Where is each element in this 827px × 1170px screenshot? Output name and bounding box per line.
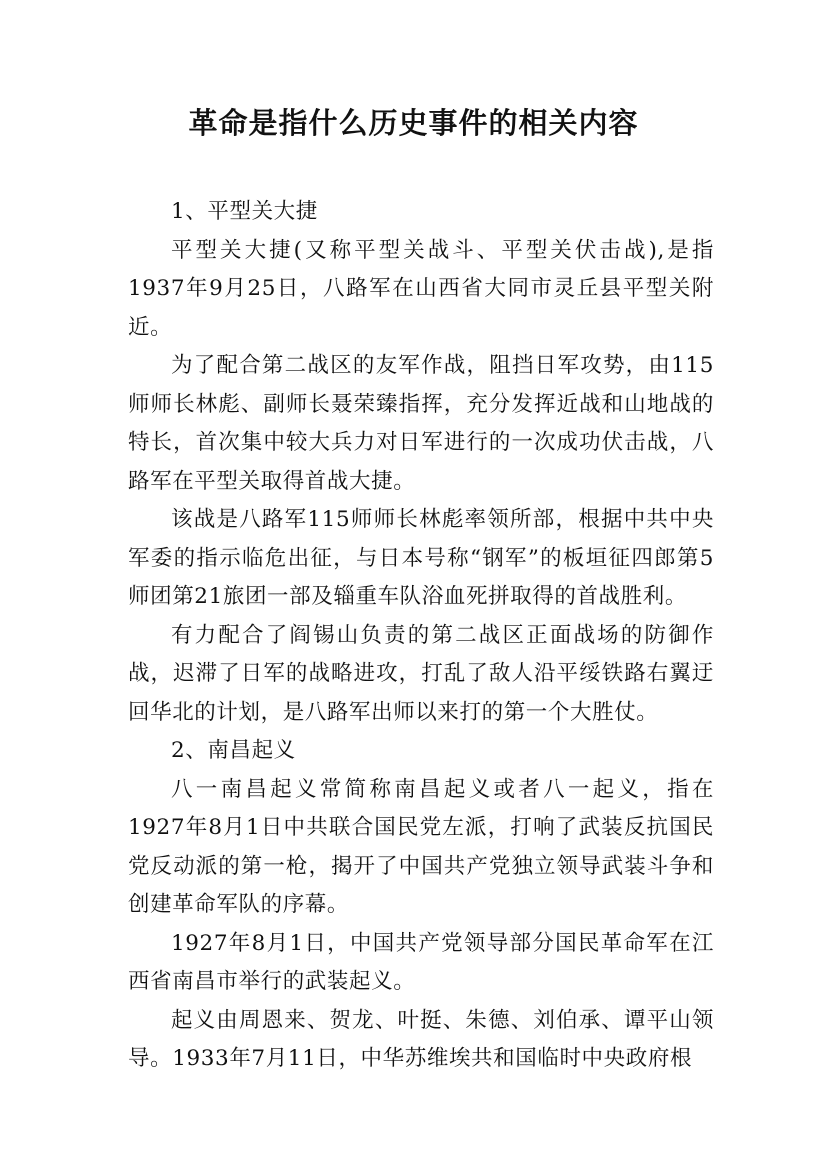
paragraph: 平型关大捷(又称平型关战斗、平型关伏击战),是指1937年9月25日，八路军在山西省大同市灵丘县平型关附近。 [128,237,714,340]
paragraph: 八一南昌起义常简称南昌起义或者八一起义，指在1927年8月1日中共联合国民党左派，打响了武装反抗国民党反动派的第一枪，揭开了中国共产党独立领导武装斗争和创建革命军队的序幕。 [128,776,714,917]
paragraph: 该战是八路军115师师长林彪率领所部，根据中共中央军委的指示临危出征，与日本号称“钢军”的板垣征四郎第5师团第21旅团一部及辎重车队浴血死拼取得的首战胜利。 [128,507,714,609]
paragraph: 为了配合第二战区的友军作战，阻挡日军攻势，由115师师长林彪、副师长聂荣臻指挥，充分发挥近战和山地战的特长，首次集中较大兵力对日军进行的一次成功伏击战，八路军在平型关取得首战大捷。 [128,353,714,494]
paragraph: 1927年8月1日，中国共产党领导部分国民革命军在江西省南昌市举行的武装起义。 [128,930,714,994]
paragraph: 有力配合了阎锡山负责的第二战区正面战场的防御作战，迟滞了日军的战略进攻，打乱了敌人沿平绥铁路右翼迂回华北的计划，是八路军出师以来打的第一个大胜仗。 [128,622,714,725]
document-title: 革命是指什么历史事件的相关内容 [188,106,639,140]
paragraph: 起义由周恩来、贺龙、叶挺、朱德、刘伯承、谭平山领导。1933年7月11日，中华苏维埃共和国临时中央政府根 [128,1007,714,1071]
document-body [128,193,714,1079]
section-heading: 1、平型关大捷 [171,199,318,224]
section-heading: 2、南昌起义 [171,738,296,763]
